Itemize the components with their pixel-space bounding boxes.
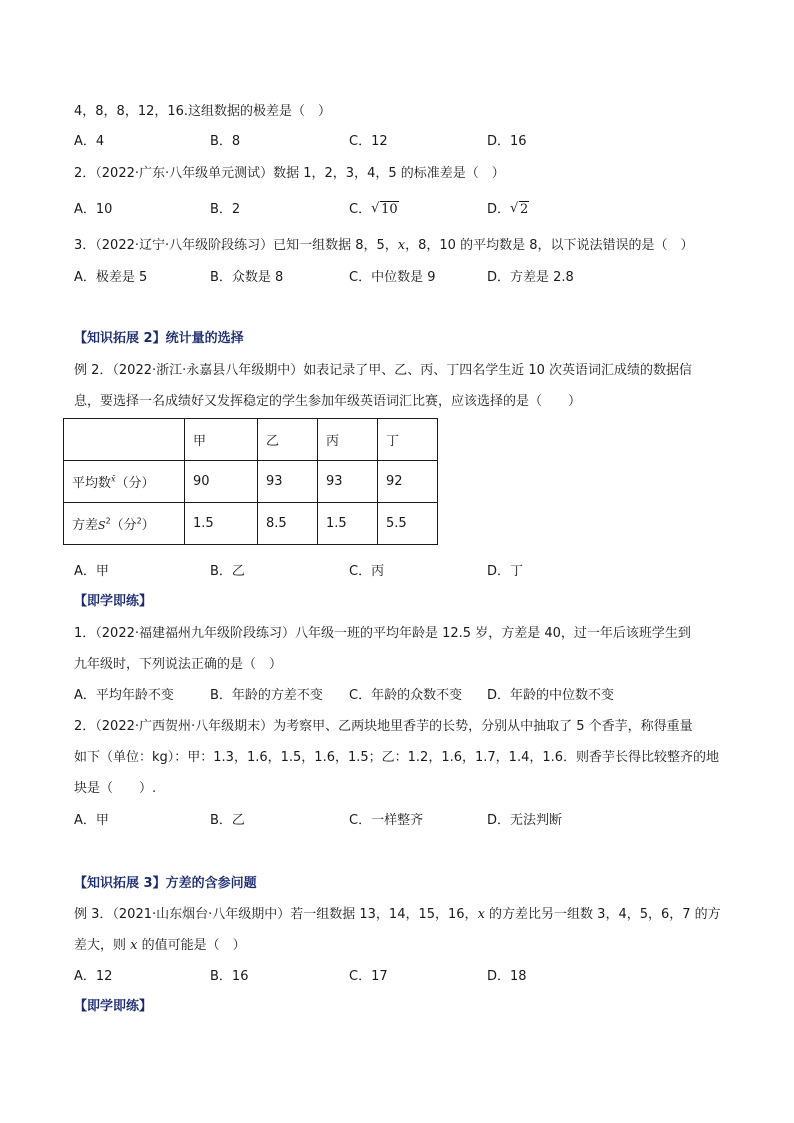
table-header-row xyxy=(64,419,438,461)
q3-option-c: C．中位数是 9 xyxy=(349,270,436,285)
p2-option-d: D．无法判断 xyxy=(487,813,563,828)
ex2-option-d: D．丁 xyxy=(487,564,524,579)
table-row-label-mean xyxy=(64,461,185,503)
ex2-option-a: A．甲 xyxy=(74,564,109,579)
score-table xyxy=(63,418,438,545)
question-3-stem xyxy=(74,237,694,255)
question-1-stem: 4，8，8，12，16.这组数据的极差是（ ） xyxy=(74,104,332,119)
practice-2-line-2: 如下（单位：kg）：甲：1.3，1.6，1.5，1.6，1.5；乙：1.2，1.6，1.7，1.4，1.6．则香芋长得比较整齐的地 xyxy=(74,750,720,765)
q2-option-d xyxy=(487,201,529,219)
ex3-line1-part-b: 的方差比另一组数 3，4，5，6，7 的方 xyxy=(484,907,721,922)
ex2-option-c: C．丙 xyxy=(349,564,385,579)
q2-option-d-label: D． xyxy=(487,202,511,217)
q2-option-d-radicand: 2 xyxy=(520,202,529,217)
p1-option-d: D．年龄的中位数不变 xyxy=(487,688,615,703)
variance-unit: （分 xyxy=(110,518,137,533)
q3-option-b: B．众数是 8 xyxy=(210,270,284,285)
p1-option-a: A．平均年龄不变 xyxy=(74,688,174,703)
table-header-bing: 丙 xyxy=(318,419,378,461)
variance-label: 方差 xyxy=(72,518,99,533)
variance-unit-close: ） xyxy=(141,518,155,533)
q3-option-a: A．极差是 5 xyxy=(74,270,148,285)
ex3-line2-part-a: 差大，则 xyxy=(74,938,131,953)
ex3-option-d: D．18 xyxy=(487,969,527,984)
q1-option-c: C．12 xyxy=(349,134,388,149)
q3-option-d: D．方差是 2.8 xyxy=(487,270,574,285)
variance-exponent: 2 xyxy=(105,516,111,526)
p2-option-a: A．甲 xyxy=(74,813,109,828)
q1-option-b: B．8 xyxy=(210,134,241,149)
table-cell: 93 xyxy=(258,461,318,503)
ex2-option-b: B．乙 xyxy=(210,564,245,579)
table-cell: 93 xyxy=(318,461,378,503)
q2-option-a: A．10 xyxy=(74,202,113,217)
mean-label: 平均数 xyxy=(72,476,112,491)
ex3-option-a: A．12 xyxy=(74,969,113,984)
p1-option-b: B．年龄的方差不变 xyxy=(210,688,323,703)
q3-stem-part-b: ，8，10 的平均数是 8，以下说法错误的是（ ） xyxy=(405,238,694,253)
q1-option-d: D．16 xyxy=(487,134,527,149)
q1-option-a: A．4 xyxy=(74,134,105,149)
example-3-line-2 xyxy=(74,937,246,955)
ex3-variable: x xyxy=(130,938,138,953)
p1-option-c: C．年龄的众数不变 xyxy=(349,688,463,703)
table-header-empty xyxy=(64,419,185,461)
q2-option-c-radicand: 10 xyxy=(381,202,398,217)
mean-symbol: x̄ xyxy=(111,474,116,484)
variance-symbol: S xyxy=(98,519,106,532)
p2-option-b: B．乙 xyxy=(210,813,245,828)
table-cell: 1.5 xyxy=(185,503,258,545)
practice-heading-1: 【即学即练】 xyxy=(74,594,153,609)
ex3-line2-part-b: 的值可能是（ ） xyxy=(137,938,246,953)
q3-variable: x xyxy=(397,238,406,253)
q2-option-c-label: C． xyxy=(349,202,372,217)
table-row-label-variance xyxy=(64,503,185,545)
sqrt-symbol xyxy=(371,201,399,219)
section-heading-extension-2: 【知识拓展 2】统计量的选择 xyxy=(74,331,244,346)
table-row xyxy=(64,461,438,503)
practice-2-line-3: 块是（ ）. xyxy=(74,781,157,796)
table-header-ding: 丁 xyxy=(378,419,438,461)
practice-2-line-1: 2．（2022·广西贺州·八年级期末）为考察甲、乙两块地里香芋的长势，分别从中抽取了 5 个香芋，称得重量 xyxy=(74,719,693,734)
table-cell: 5.5 xyxy=(378,503,438,545)
ex3-option-c: C．17 xyxy=(349,969,388,984)
q2-option-b: B．2 xyxy=(210,202,241,217)
table-row xyxy=(64,503,438,545)
table-cell: 8.5 xyxy=(258,503,318,545)
ex3-variable: x xyxy=(477,907,485,922)
table-cell: 90 xyxy=(185,461,258,503)
q3-stem-part-a: 3．（2022·辽宁·八年级阶段练习）已知一组数据 8，5， xyxy=(74,238,398,253)
practice-1-line-2: 九年级时，下列说法正确的是（ ） xyxy=(74,657,283,672)
example-2-line-1: 例 2．（2022·浙江·永嘉县八年级期中）如表记录了甲、乙、丙、丁四名学生近 10 次英语词汇成绩的数据信 xyxy=(74,363,693,378)
table-header-jia: 甲 xyxy=(185,419,258,461)
variance-unit-exponent: 2 xyxy=(136,516,142,526)
ex3-option-b: B．16 xyxy=(210,969,249,984)
section-heading-extension-3: 【知识拓展 3】方差的含参问题 xyxy=(74,876,257,891)
ex3-line1-part-a: 例 3．（2021·山东烟台·八年级期中）若一组数据 13，14，15，16， xyxy=(74,907,478,922)
example-2-line-2: 息，要选择一名成绩好又发挥稳定的学生参加年级英语词汇比赛，应该选择的是（ ） xyxy=(74,394,582,409)
mean-unit: （分） xyxy=(115,476,155,491)
q2-option-c xyxy=(349,201,399,219)
table-cell: 92 xyxy=(378,461,438,503)
question-2-stem: 2．（2022·广东·八年级单元测试）数据 1，2，3，4，5 的标准差是（ ） xyxy=(74,166,505,181)
table-header-yi: 乙 xyxy=(258,419,318,461)
practice-heading-2: 【即学即练】 xyxy=(74,999,153,1014)
practice-1-line-1: 1．（2022·福建福州九年级阶段练习）八年级一班的平均年龄是 12.5 岁，方差是 40，过一年后该班学生到 xyxy=(74,626,691,641)
p2-option-c: C．一样整齐 xyxy=(349,813,424,828)
example-3-line-1 xyxy=(74,906,721,924)
table-cell: 1.5 xyxy=(318,503,378,545)
sqrt-symbol xyxy=(510,201,529,219)
